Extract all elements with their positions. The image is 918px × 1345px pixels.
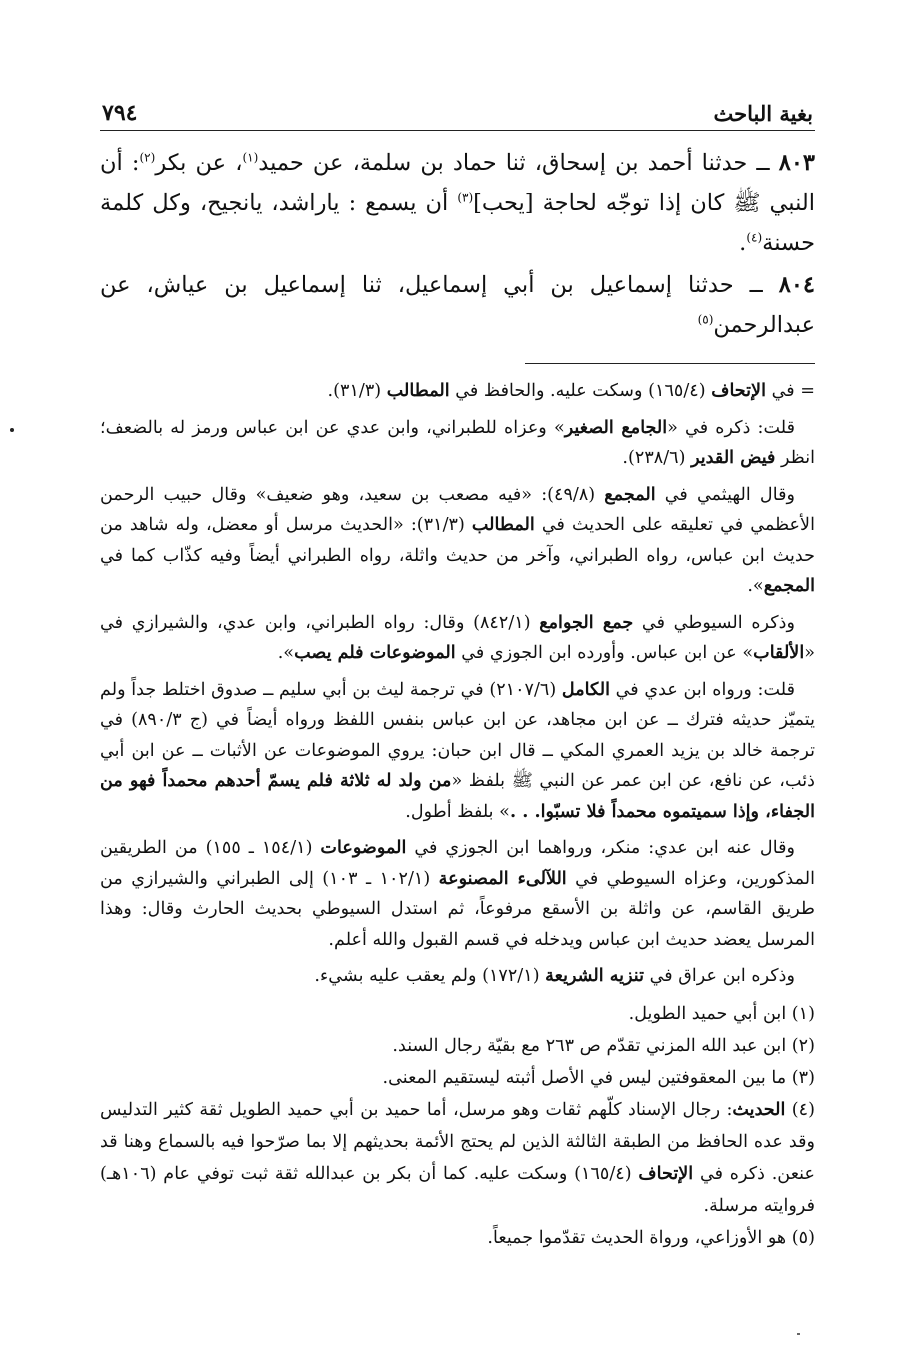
- note-text: (١٧٢/١) ولم يعقب عليه بشيء.: [314, 966, 546, 986]
- footnote-ref: (٥): [697, 312, 714, 327]
- note-paragraph: [100, 480, 815, 602]
- book-ref: المطالب: [386, 380, 450, 401]
- quoted-hadith: من ولد له ثلاثة فلم يسمّ أحدهم محمداً فهو من الجفاء، وإذا سميتموه محمداً فلا تسبّوا. . .: [100, 770, 815, 822]
- hadith-text: ــ حدثنا إسماعيل بن أبي إسماعيل، ثنا إسماعيل بن عياش، عن عبدالرحمن: [100, 272, 815, 338]
- hadith-804: [100, 265, 815, 345]
- note-text: (٤): [785, 1099, 815, 1120]
- note-paragraph: [100, 833, 815, 955]
- note-text: (١٦٥/٤) وسكت عليه. والحافظ في: [449, 381, 712, 401]
- note-text: » بلفظ أطول.: [405, 801, 510, 822]
- note-paragraph: [100, 376, 815, 407]
- footnote-4: [100, 1094, 815, 1222]
- main-text: [100, 143, 815, 345]
- note-paragraph: [100, 608, 815, 669]
- hadith-text: .: [739, 230, 747, 256]
- note-text: » عن ابن عباس. وأورده ابن الجوزي في: [455, 643, 754, 663]
- book-ref: الموضوعات: [320, 837, 407, 858]
- note-text: وذكره السيوطي في: [633, 612, 795, 633]
- book-ref: المجمع: [604, 483, 656, 505]
- hadith-number: ٨٠٣: [778, 150, 815, 176]
- footnote-2: (٢) ابن عبد الله المزني تقدّم ص ٢٦٣ مع بقيّة رجال السند.: [392, 1035, 815, 1056]
- page-number: ٧٩٤: [102, 100, 138, 126]
- footnote-5: (٥) هو الأوزاعي، ورواة الحديث تقدّموا جميعاً.: [487, 1227, 815, 1248]
- note-text: (٢١٠٧/٦) في ترجمة ليث بن أبي سليم ــ صدوق اختلط جداً ولم يتميّز حديثه فترك ــ عن ابن مجاهد، عن ابن عباس بنفس اللفظ ورواه أيضاً في (ج ٨٩٠/٣) في ترجمة خالد بن يزيد العمري المكي ــ قال ابن حبان: يروي الموضوعات عن الأثبات ــ عن ابن أبي ذئب، عن نافع، عن ابن عمر عن النبي ﷺ بلفظ «: [100, 679, 816, 791]
- book-ref: جمع الجوامع: [539, 611, 634, 633]
- book-ref: تنزيه الشريعة: [545, 965, 644, 986]
- book-title: بغية الباحث: [713, 101, 813, 126]
- footnote-ref: (٣): [457, 190, 474, 205]
- book-ref: المجمع: [763, 575, 815, 596]
- book-ref: الجامع الصغير: [564, 416, 668, 438]
- continued-footnote: [100, 376, 815, 992]
- note-text: ».: [277, 643, 295, 663]
- book-ref: المطالب: [471, 514, 535, 535]
- note-text: = في: [765, 381, 815, 401]
- note-text: وقال الهيثمي في: [655, 484, 795, 505]
- note-text: وذكره ابن عراق في: [644, 966, 795, 986]
- note-text: وقال عنه ابن عدي: منكر، ورواهما ابن الجوزي في: [406, 838, 795, 858]
- book-ref: الكامل: [561, 678, 610, 700]
- book-ref: اللآلىء المصنوعة: [438, 867, 567, 889]
- note-text: قلت: ذكره في «: [667, 417, 795, 438]
- note-text: قلت: ورواه ابن عدي في: [609, 679, 795, 700]
- note-text: (٣١/٣).: [327, 381, 387, 401]
- footnote-3: (٣) ما بين المعقوفتين ليس في الأصل أثبته ليستقيم المعنى.: [382, 1067, 815, 1088]
- margin-dot: [10, 428, 14, 432]
- note-text: (٣١/٣): «الحديث مرسل أو معضل، وله شاهد من حديث ابن عباس، رواه الطبراني، وآخر من حديث واثلة، رواه الطبراني أيضاً وفيه كذّاب كما في: [100, 515, 815, 566]
- note-text: ».: [747, 576, 764, 596]
- book-ref: فيض القدير: [691, 447, 776, 468]
- hadith-text: ــ حدثنا أحمد بن إسحاق، ثنا حماد بن سلمة، عن حميد: [258, 150, 779, 176]
- note-text: (٢٣٨/٦).: [622, 448, 692, 468]
- book-page: [100, 88, 815, 1288]
- scan-speck: [797, 1333, 800, 1335]
- note-text: (٤٩/٨): «فيه مصعب بن سعيد، وهو ضعيف» وقال حبيب الرحمن الأعظمي في تعليقه على الحديث في: [100, 484, 815, 535]
- footnote-ref: (١): [242, 150, 259, 165]
- footnote-divider: [525, 363, 815, 364]
- footnote-ref: (٢): [139, 150, 156, 165]
- hadith-803: [100, 143, 815, 263]
- note-label: الحديث: [732, 1098, 786, 1120]
- footnotes: [100, 998, 815, 1254]
- note-text: (١٥٤/١ ـ ١٥٥) من الطريقين المذكورين، وعزاه السيوطي في: [100, 838, 815, 889]
- note-text: (١٠٢/١ ـ ١٠٣) إلى الطبراني والشيرازي من طريق القاسم، عن واثلة بن الأسقع مرفوعاً، ثم استدل السيوطي بحديث الحارث وقال: وهذا المرسل يعضد حديث ابن عباس ويدخله في قسم القبول والله أعلم.: [100, 868, 815, 950]
- note-text: (١٦٥/٤) وسكت عليه. كما أن بكر بن عبدالله ثقة ثبت توفي عام (١٠٦هـ) فروايته مرسلة.: [100, 1163, 815, 1216]
- book-ref: الموضوعات فلم يصب: [294, 642, 456, 663]
- note-text: : رجال الإسناد كلّهم ثقات وهو مرسل، أما حميد بن أبي حميد الطويل ثقة كثير التدليس وقد عده الحافظ من الطبقة الثالثة الذين لم يحتج الأئمة بحديثهم إلا بما صرّحوا فيه بالسماع وهنا قد عنعن. ذكره في: [100, 1099, 815, 1184]
- hadith-text: ، عن بكر: [155, 150, 243, 176]
- hadith-text: أن يسمع : ياراشد، يانجيح، وكل كلمة حسنة: [100, 190, 815, 256]
- note-paragraph: [100, 413, 815, 474]
- footnote-ref: (٤): [746, 230, 763, 245]
- note-paragraph: [100, 961, 815, 992]
- running-header: [100, 88, 815, 131]
- book-ref: الإتحاف: [711, 380, 766, 401]
- note-text: (٨٤٢/١) وقال: رواه الطبراني، وابن عدي، والشيرازي في «: [100, 612, 815, 663]
- book-ref: الألقاب: [753, 642, 805, 663]
- note-paragraph: [100, 675, 815, 828]
- hadith-text: : أن النبي ﷺ كان إذا توجّه لحاجة [يحب]: [100, 150, 815, 216]
- footnote-1: (١) ابن أبي حميد الطويل.: [628, 1003, 815, 1024]
- book-ref: الإتحاف: [638, 1162, 694, 1184]
- hadith-number: ٨٠٤: [778, 272, 815, 298]
- note-text: » وعزاه للطبراني، وابن عدي عن ابن عباس ورمز له بالضعف؛ انظر: [100, 417, 815, 468]
